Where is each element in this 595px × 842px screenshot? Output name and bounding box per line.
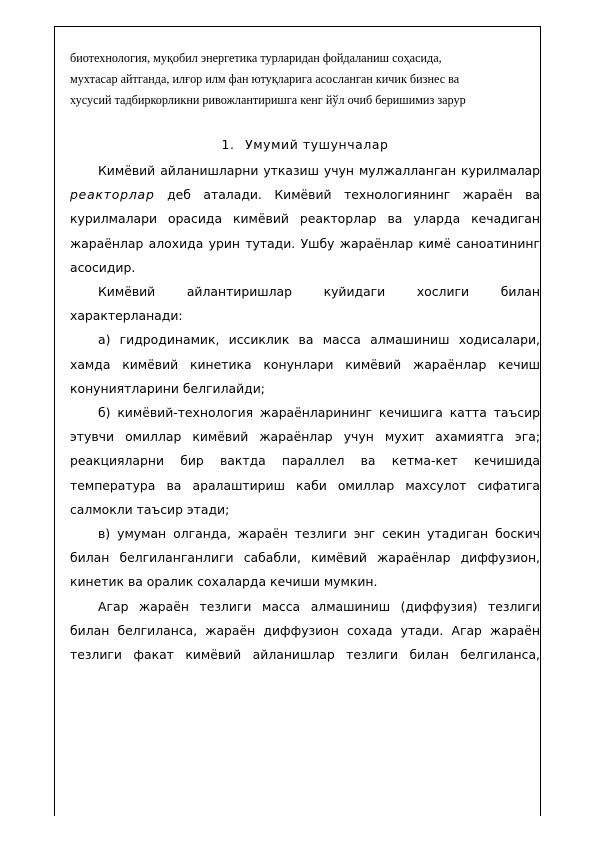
document-body: [70, 48, 540, 667]
paragraph-item-b: б) кимёвий-технология жараёнларининг кечишига катта таъсир этувчи омиллар кимёвий жараёнлар учун мухит ахамиятга эга; реакцияларни бир вактда параллел ва кетма-кет кечишида температура ва аралаштириш каби омиллар махсулот сифатига салмокли таъсир этади;: [70, 405, 540, 517]
italic-term: реакторлар: [70, 187, 155, 203]
paragraph-reactors: [70, 159, 540, 280]
section-title: Умумий тушунчалар: [245, 137, 389, 152]
paragraph-text: Кимёвий айланишларни утказиш учун мулжалланган курилмалар: [98, 163, 540, 178]
paragraph-diffusion: Агар жараён тезлиги масса алмашиниш (диффузия) тезлиги билан белгиланса, жараён диффузион сохада утади. Агар жараён тезлиги факат кимёвий айланишлар тезлиги билан белгиланса,: [70, 598, 540, 663]
paragraph-characteristics: Кимёвий айлантиришлар куйидаги хослиги билан характерланади:: [70, 284, 540, 324]
intro-paragraph: биотехнология, муқобил энергетика турларидан фойдаланиш соҳасида, мухтасар айтганда, илғор илм фан ютуқларига асосланган кичик бизнес ва хусусий тадбиркорликни ривожлантиришга кенг йўл очиб беришимиз зарур: [70, 51, 466, 107]
paragraph-text: деб аталади. Кимёвий технологиянинг жараён ва курилмалари орасида кимёвий реакторлар ва уларда кечадиган жараёнлар алохида урин тутади. Ушбу жараёнлар кимё саноатининг асосидир.: [70, 187, 540, 275]
paragraph-item-a: а) гидродинамик, иссиклик ва масса алмашиниш ходисалари, хамда кимёвий кинетика конунлари кимёвий жараёнлар кечиш конуниятларини белгилайди;: [70, 332, 540, 396]
paragraph-item-v: в) умуман олганда, жараён тезлиги энг секин утадиган боскич билан белгиланганлиги сабабли, кимёвий жараёнлар диффузион, кинетик ва оралик сохаларда кечиши мумкин.: [70, 526, 540, 590]
section-heading: [70, 137, 540, 152]
section-number: 1.: [221, 137, 235, 152]
